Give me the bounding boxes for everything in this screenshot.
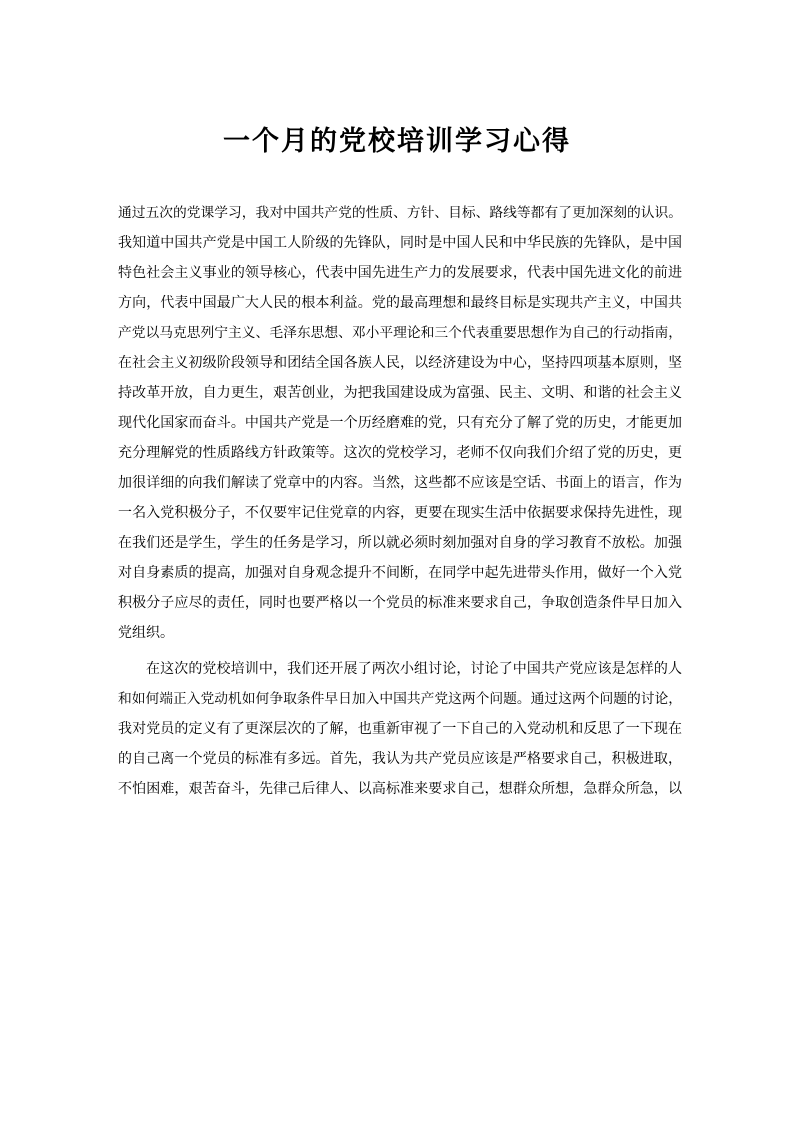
text-line: 一名入党积极分子，不仅要牢记住党章的内容，更要在现实生活中依据要求保持先进性，现 xyxy=(118,505,682,521)
text-line: 产党以马克思列宁主义、毛泽东思想、邓小平理论和三个代表重要思想作为自己的行动指南， xyxy=(118,325,682,341)
text-line: 我知道中国共产党是中国工人阶级的先锋队，同时是中国人民和中华民族的先锋队，是中国 xyxy=(118,235,682,251)
paragraph-2 xyxy=(118,654,682,804)
text-line: 特色社会主义事业的领导核心，代表中国先进生产力的发展要求，代表中国先进文化的前进 xyxy=(118,265,682,281)
text-line: 的自己离一个党员的标准有多远。首先，我认为共产党员应该是严格要求自己，积极进取， xyxy=(118,751,682,767)
text-line: 对自身素质的提高，加强对自身观念提升不间断，在同学中起先进带头作用，做好一个入党 xyxy=(118,565,682,581)
text-line: 加很详细的向我们解读了党章中的内容。当然，这些都不应该是空话、书面上的语言，作为 xyxy=(118,475,682,491)
text-line: 在我们还是学生，学生的任务是学习，所以就必须时刻加强对自身的学习教育不放松。加强 xyxy=(118,535,682,551)
text-line: 不怕困难，艰苦奋斗，先律己后律人、以高标准来要求自己，想群众所想，急群众所急，以 xyxy=(118,781,682,797)
paragraph-1 xyxy=(118,198,682,648)
text-line: 党组织。 xyxy=(118,625,174,641)
text-line: 通过五次的党课学习，我对中国共产党的性质、方针、目标、路线等都有了更加深刻的认识。 xyxy=(118,205,682,221)
text-line: 我对党员的定义有了更深层次的了解，也重新审视了一下自己的入党动机和反思了一下现在 xyxy=(118,721,682,737)
text-line: 在社会主义初级阶段领导和团结全国各族人民，以经济建设为中心，坚持四项基本原则，坚 xyxy=(118,355,682,371)
text-line: 和如何端正入党动机如何争取条件早日加入中国共产党这两个问题。通过这两个问题的讨论， xyxy=(118,691,682,707)
document-body xyxy=(118,198,682,804)
text-line: 方向，代表中国最广大人民的根本利益。党的最高理想和最终目标是实现共产主义，中国共 xyxy=(118,295,682,311)
text-line: 持改革开放，自力更生，艰苦创业，为把我国建设成为富强、民主、文明、和谐的社会主义 xyxy=(118,385,682,401)
text-line: 充分理解党的性质路线方针政策等。这次的党校学习，老师不仅向我们介绍了党的历史，更 xyxy=(118,445,682,461)
document-title: 一个月的党校培训学习心得 xyxy=(223,126,571,157)
text-line: 现代化国家而奋斗。中国共产党是一个历经磨难的党，只有充分了解了党的历史，才能更加 xyxy=(118,415,682,431)
text-line: 积极分子应尽的责任，同时也要严格以一个党员的标准来要求自己，争取创造条件早日加入 xyxy=(118,595,682,611)
text-line: 在这次的党校培训中，我们还开展了两次小组讨论，讨论了中国共产党应该是怎样的人 xyxy=(146,661,682,677)
